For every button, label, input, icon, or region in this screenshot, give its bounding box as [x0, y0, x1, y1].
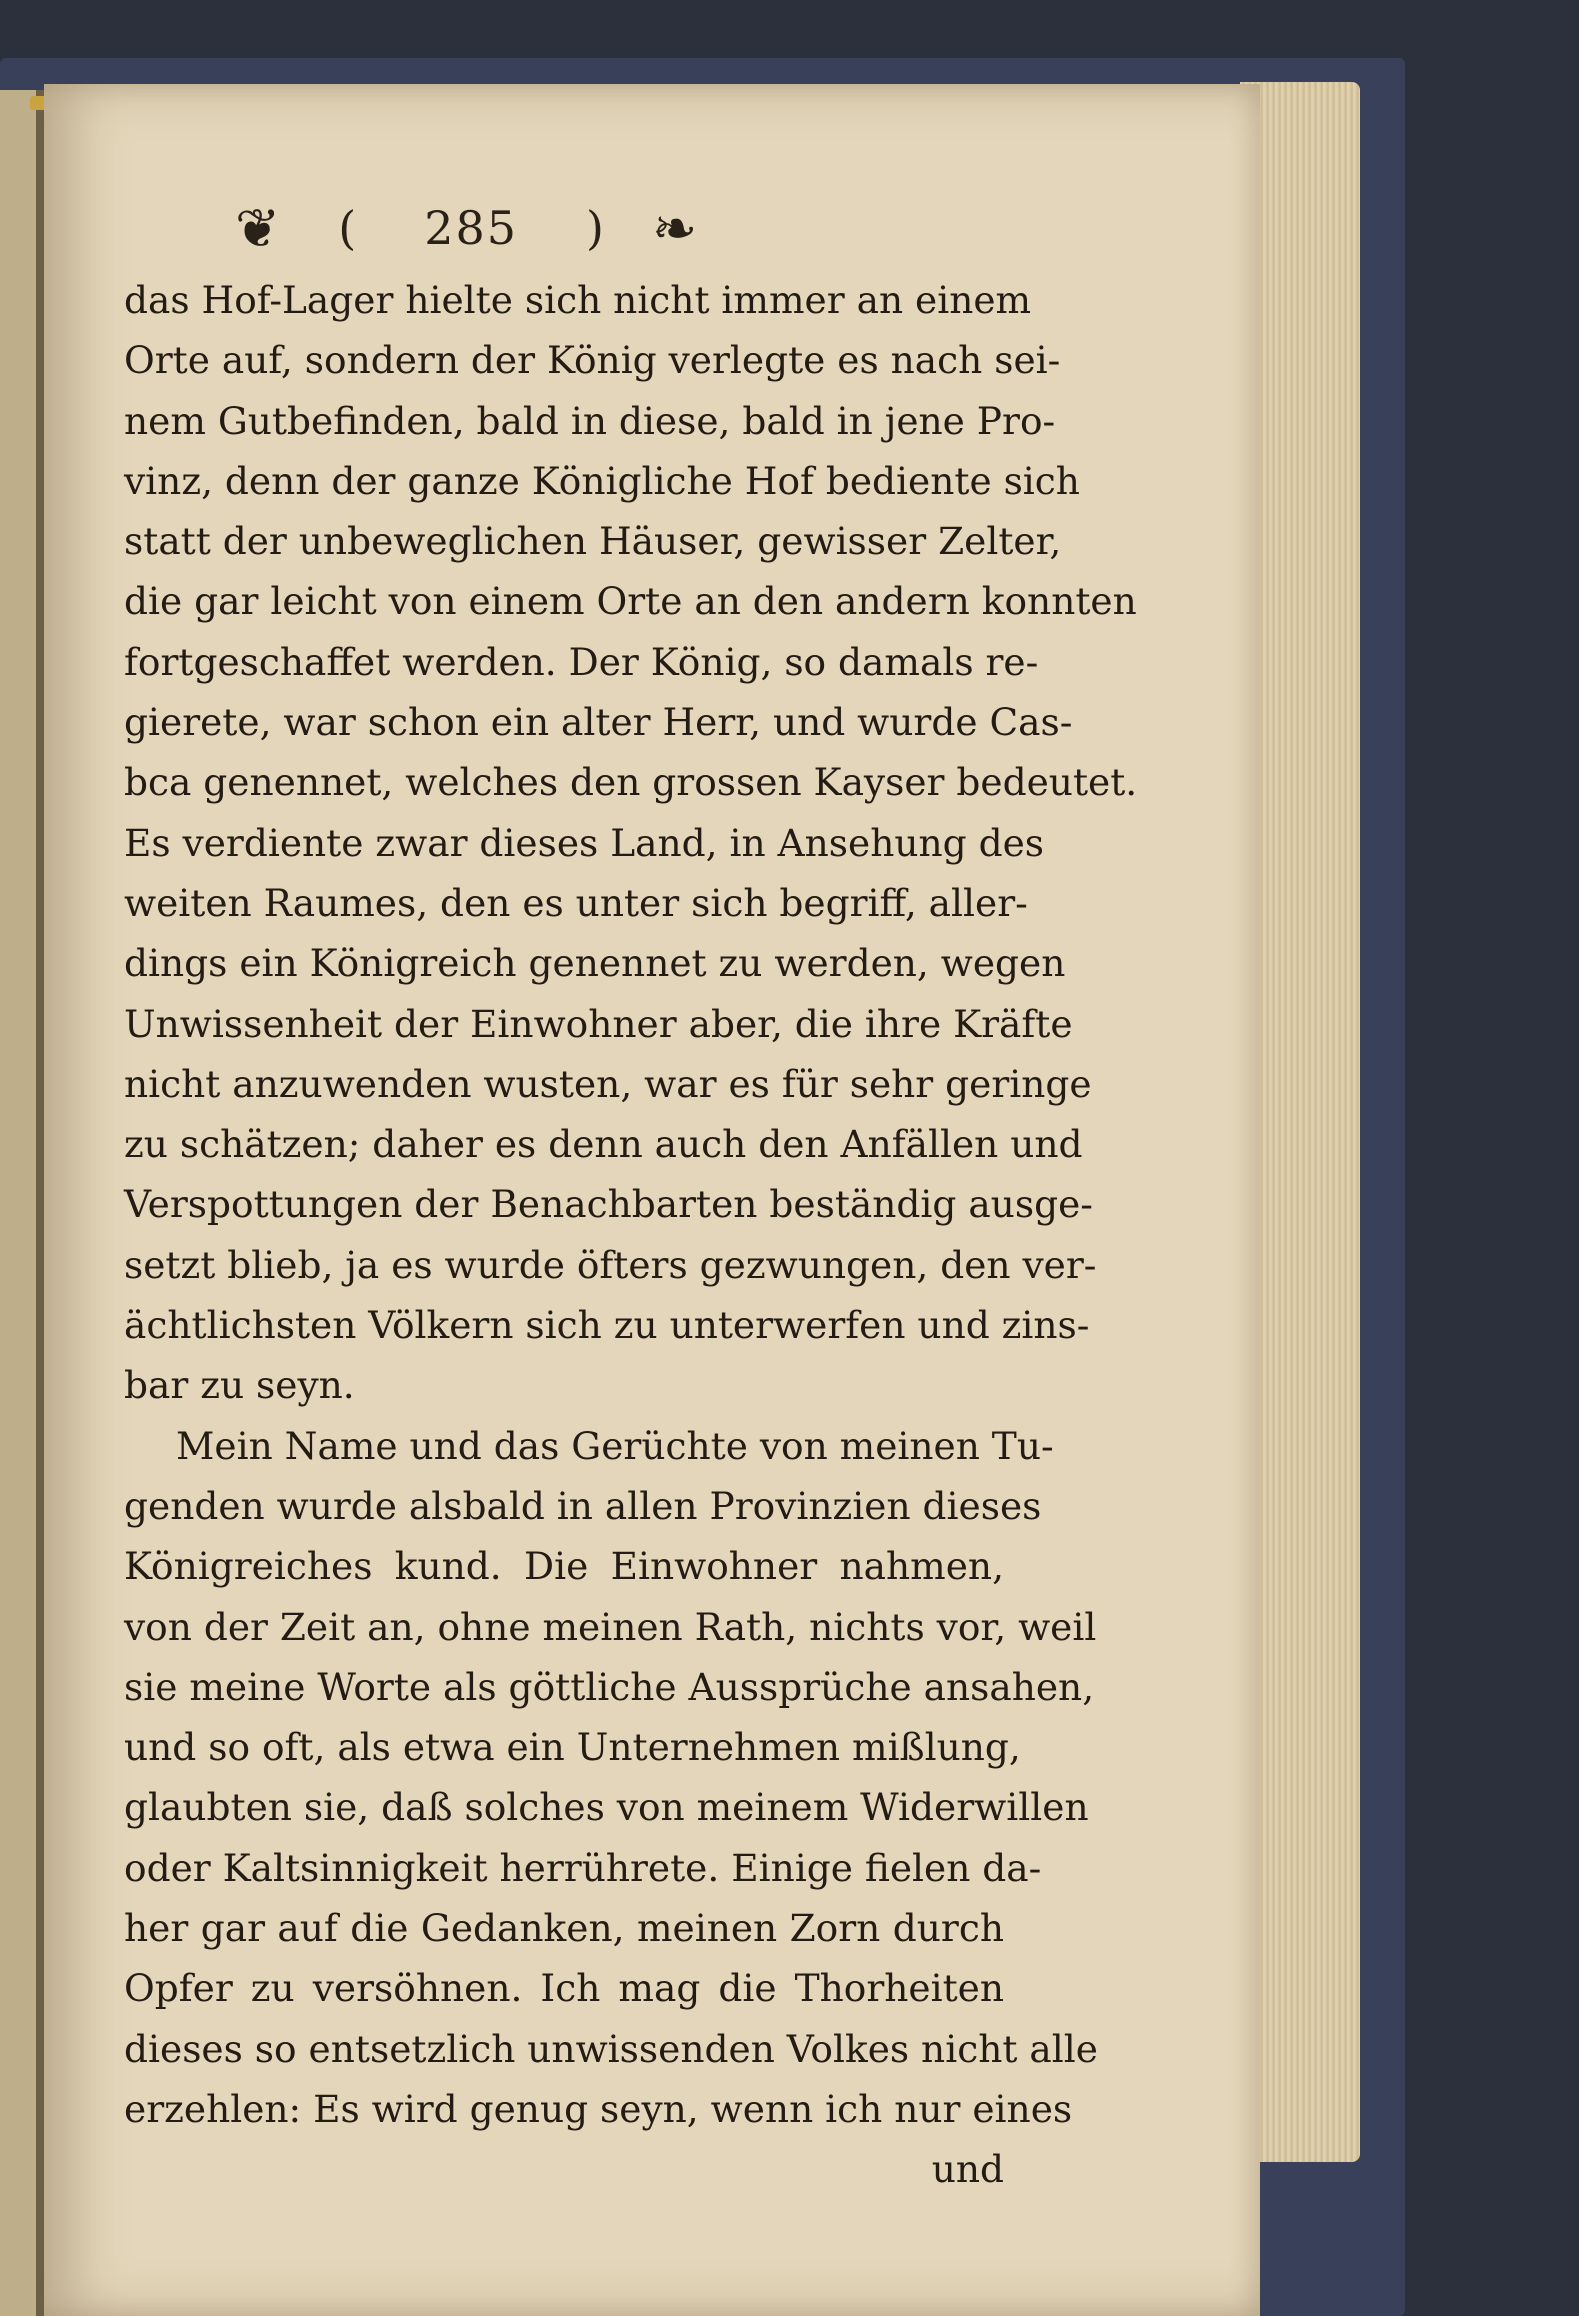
text-line: erzehlen: Es wird genug seyn, wenn ich nur eines [124, 2086, 1073, 2131]
text-line: das Hof-Lager hielte sich nicht immer an einem [124, 278, 1032, 322]
text-line: nicht anzuwenden wusten, war es für sehr geringe [124, 1061, 1092, 1106]
text-line: und so oft, als etwa ein Unternehmen mißlung, [124, 1725, 1021, 1770]
text-line: setzt blieb, ja es wurde öfters gezwungen, den ver- [124, 1242, 1097, 1287]
text-line: Orte auf, sondern der König verlegte es nach sei- [124, 338, 1061, 383]
text-line: statt der unbeweglichen Häuser, gewisser Zelter, [124, 519, 1062, 564]
text-line: ächtlichsten Völkern sich zu unterwerfen und zins- [124, 1303, 1090, 1348]
text-line: Mein Name und das Gerüchte von meinen Tu- [176, 1423, 1054, 1468]
left-ornament-icon: ❦ [235, 196, 281, 260]
text-line: von der Zeit an, ohne meinen Rath, nichts vor, weil [124, 1604, 1097, 1649]
text-line: Es verdiente zwar dieses Land, in Ansehung des [124, 820, 1045, 865]
text-line: dings ein Königreich genennet zu werden, wegen [124, 941, 1066, 986]
text-line: Unwissenheit der Einwohner aber, die ihre Kräfte [124, 1001, 1073, 1046]
text-line: vinz, denn der ganze Königliche Hof bediente sich [124, 458, 1080, 503]
text-line: her gar auf die Gedanken, meinen Zorn durch [124, 1906, 1004, 1951]
catchword: und [931, 2147, 1004, 2192]
page-number: 285 [424, 201, 519, 255]
text-line: Opfer zu versöhnen. Ich mag die Thorheiten [124, 1966, 1004, 2011]
close-paren: ) [586, 201, 604, 255]
previous-page-edge [0, 90, 44, 2316]
text-line: Königreiches kund. Die Einwohner nahmen, [124, 1544, 1004, 1589]
body-text [124, 270, 1138, 2200]
open-paren: ( [338, 201, 357, 255]
text-line: weiten Raumes, den es unter sich begriff, aller- [124, 880, 1028, 925]
text-line: Verspottungen der Benachbarten beständig ausge- [124, 1182, 1093, 1227]
text-line: dieses so entsetzlich unwissenden Volkes nicht alle [124, 2026, 1098, 2071]
text-line: bca genennet, welches den grossen Kayser bedeutet. [124, 760, 1138, 805]
text-line: genden wurde alsbald in allen Provinzien dieses [124, 1483, 1042, 1528]
right-ornament-icon: ❧ [651, 196, 698, 260]
text-line: sie meine Worte als göttliche Aussprüche ansahen, [124, 1664, 1095, 1709]
text-line: zu schätzen; daher es denn auch den Anfällen und [124, 1122, 1083, 1167]
page-header [235, 193, 795, 263]
text-line: bar zu seyn. [124, 1363, 355, 1408]
text-line: nem Gutbefinden, bald in diese, bald in jene Pro- [124, 398, 1056, 443]
text-line: gierete, war schon ein alter Herr, und wurde Cas- [124, 700, 1073, 745]
text-line: glaubten sie, daß solches von meinem Widerwillen [124, 1785, 1089, 1830]
text-line: oder Kaltsinnigkeit herrührete. Einige fielen da- [124, 1845, 1042, 1890]
text-line: fortgeschaffet werden. Der König, so damals re- [124, 639, 1039, 684]
text-line: die gar leicht von einem Orte an den andern konnten [124, 579, 1137, 624]
